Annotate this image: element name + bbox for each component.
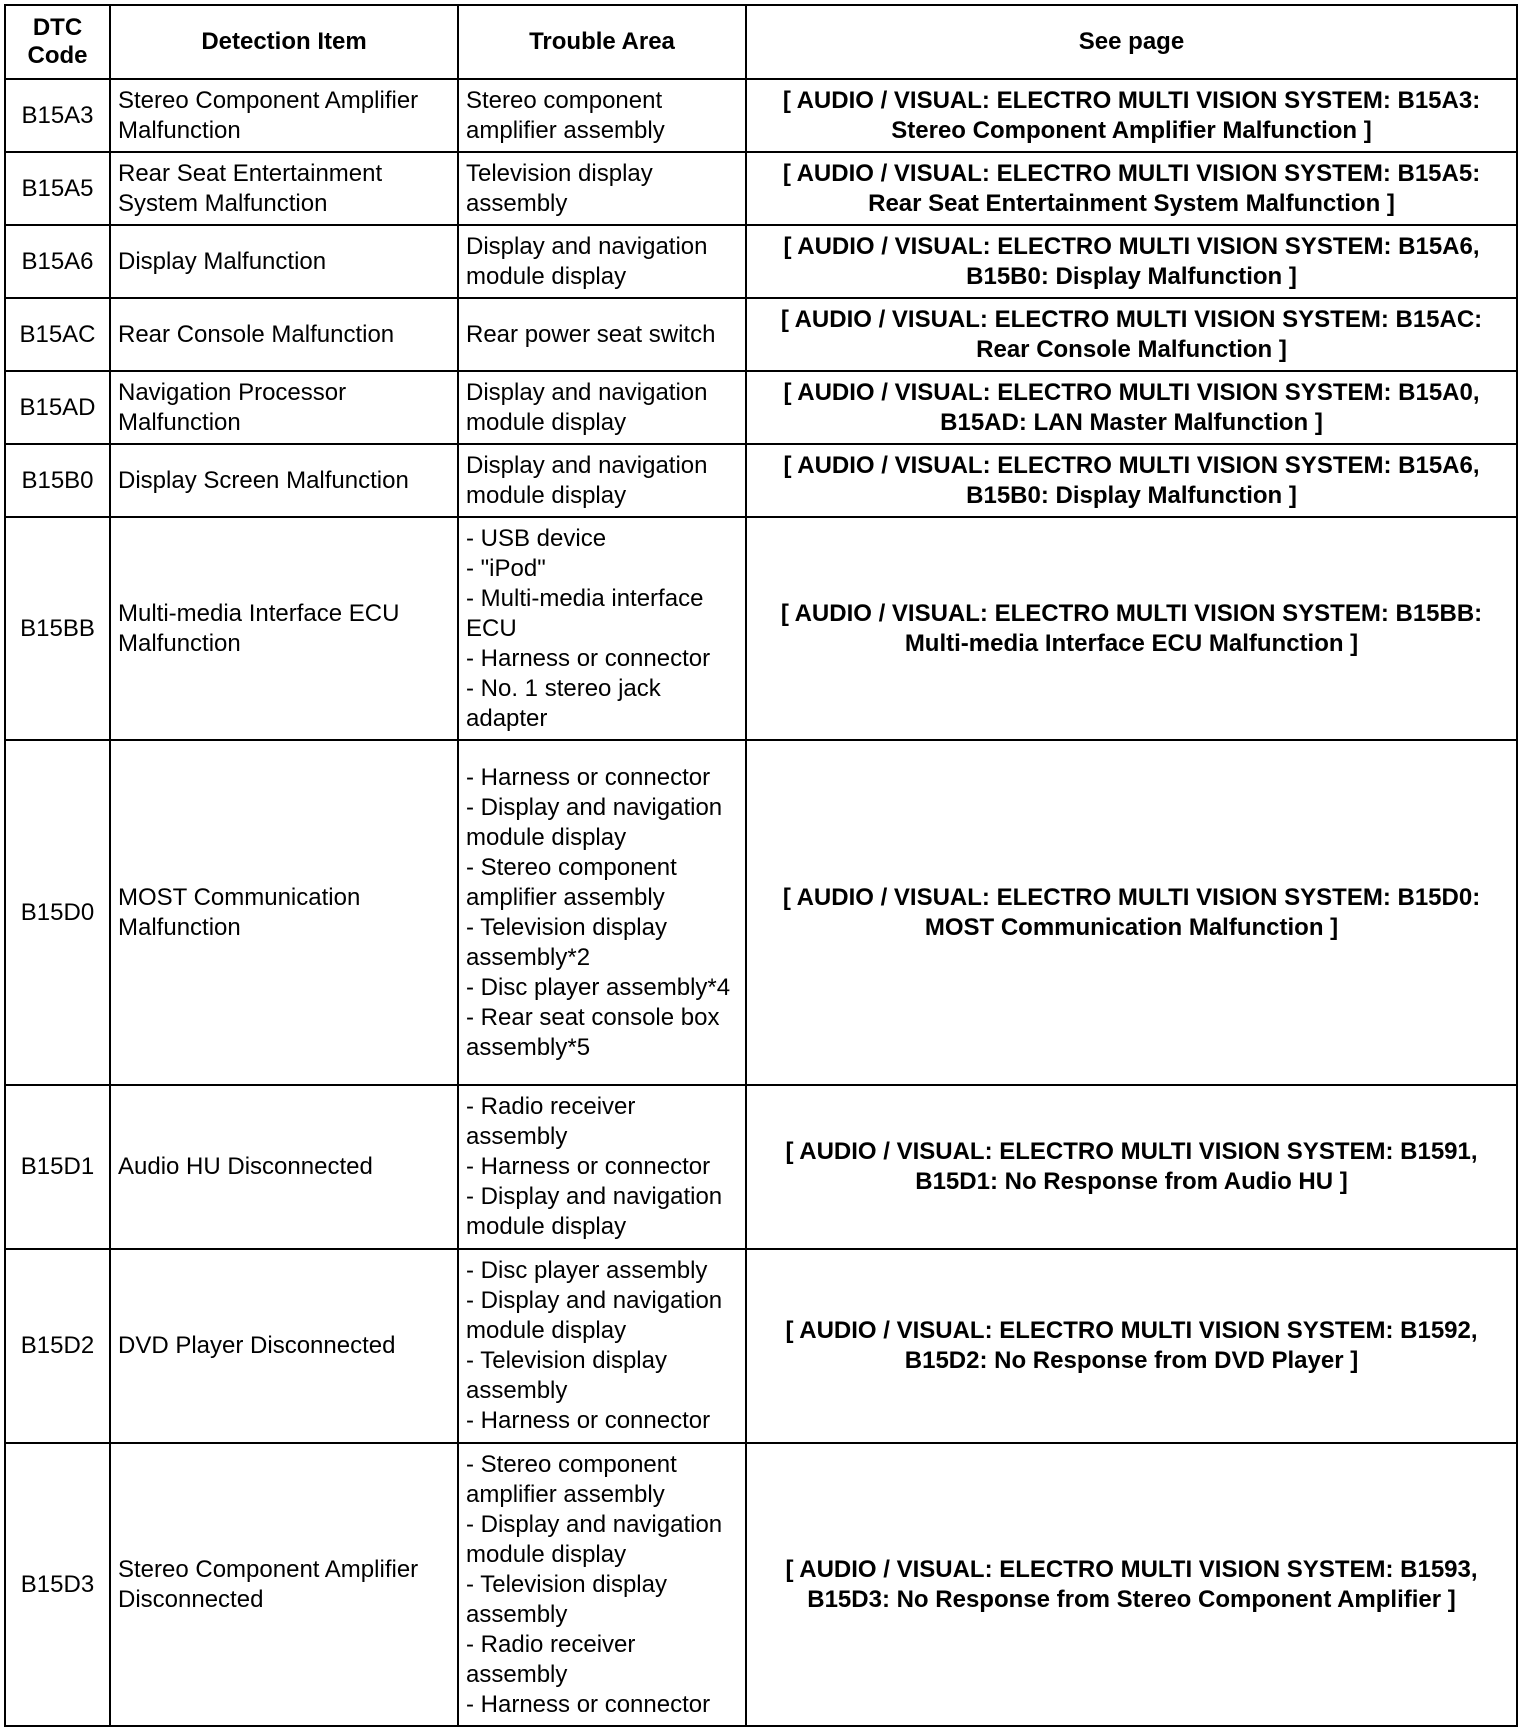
trouble-area-line: - Harness or connector: [466, 1690, 711, 1718]
dtc-code-cell: B15B0: [5, 444, 110, 517]
trouble-area-cell: [458, 152, 746, 225]
trouble-area-cell: [458, 444, 746, 517]
trouble-area-line: - Disc player assembly: [466, 1257, 708, 1284]
trouble-area-line: - USB device: [466, 524, 607, 552]
see-page-link[interactable]: [ AUDIO / VISUAL: ELECTRO MULTI VISION SYSTEM: B15A3: Stereo Component Amplifier Malfunction ]: [746, 79, 1517, 152]
trouble-area-line: Stereo component amplifier assembly: [466, 86, 665, 144]
dtc-code-cell: B15AC: [5, 298, 110, 371]
table-row: [5, 225, 1517, 298]
table-row: [5, 152, 1517, 225]
trouble-area-line: - Radio receiver assembly: [466, 1093, 636, 1150]
trouble-area-cell: [458, 1085, 746, 1249]
detection-item-cell: DVD Player Disconnected: [110, 1249, 458, 1443]
detection-item-cell: Rear Console Malfunction: [110, 298, 458, 371]
dtc-table: [4, 4, 1518, 1727]
see-page-link[interactable]: [ AUDIO / VISUAL: ELECTRO MULTI VISION SYSTEM: B1592, B15D2: No Response from DVD Player ]: [746, 1249, 1517, 1443]
trouble-area-line: - Multi-media interface ECU: [466, 584, 704, 642]
detection-item-cell: Multi-media Interface ECU Malfunction: [110, 517, 458, 740]
trouble-area-line: - Stereo component amplifier assembly: [466, 1450, 677, 1508]
detection-item-cell: Navigation Processor Malfunction: [110, 371, 458, 444]
table-row: [5, 1249, 1517, 1443]
trouble-area-cell: [458, 225, 746, 298]
detection-item-cell: Stereo Component Amplifier Malfunction: [110, 79, 458, 152]
trouble-area-line: Display and navigation module display: [466, 451, 708, 509]
detection-item-cell: Audio HU Disconnected: [110, 1085, 458, 1249]
see-page-link[interactable]: [ AUDIO / VISUAL: ELECTRO MULTI VISION SYSTEM: B15A0, B15AD: LAN Master Malfunction ]: [746, 371, 1517, 444]
trouble-area-line: - Display and navigation module display: [466, 1510, 723, 1568]
detection-item-cell: Display Screen Malfunction: [110, 444, 458, 517]
table-row: [5, 740, 1517, 1085]
header-trouble-area: Trouble Area: [458, 5, 746, 79]
detection-item-cell: MOST Communication Malfunction: [110, 740, 458, 1085]
dtc-code-cell: B15D3: [5, 1443, 110, 1726]
see-page-link[interactable]: [ AUDIO / VISUAL: ELECTRO MULTI VISION SYSTEM: B1593, B15D3: No Response from Stereo Component Amplifier ]: [746, 1443, 1517, 1726]
header-row: [5, 5, 1517, 79]
see-page-link[interactable]: [ AUDIO / VISUAL: ELECTRO MULTI VISION SYSTEM: B15A6, B15B0: Display Malfunction ]: [746, 225, 1517, 298]
trouble-area-line: Television display assembly: [466, 159, 653, 217]
see-page-link[interactable]: [ AUDIO / VISUAL: ELECTRO MULTI VISION SYSTEM: B1591, B15D1: No Response from Audio HU ]: [746, 1085, 1517, 1249]
header-dtc-code: DTC Code: [5, 5, 110, 79]
detection-item-cell: Display Malfunction: [110, 225, 458, 298]
trouble-area-line: - Harness or connector: [466, 1407, 711, 1434]
header-see-page: See page: [746, 5, 1517, 79]
dtc-code-cell: B15AD: [5, 371, 110, 444]
header-detection-item: Detection Item: [110, 5, 458, 79]
dtc-code-cell: B15D1: [5, 1085, 110, 1249]
table-row: [5, 517, 1517, 740]
see-page-link[interactable]: [ AUDIO / VISUAL: ELECTRO MULTI VISION SYSTEM: B15BB: Multi-media Interface ECU Malfunction ]: [746, 517, 1517, 740]
trouble-area-line: Display and navigation module display: [466, 232, 708, 290]
see-page-link[interactable]: [ AUDIO / VISUAL: ELECTRO MULTI VISION SYSTEM: B15A6, B15B0: Display Malfunction ]: [746, 444, 1517, 517]
detection-item-cell: Rear Seat Entertainment System Malfunction: [110, 152, 458, 225]
table-row: [5, 371, 1517, 444]
trouble-area-line: - Harness or connector: [466, 763, 711, 791]
dtc-code-cell: B15BB: [5, 517, 110, 740]
trouble-area-cell: [458, 1443, 746, 1726]
dtc-code-cell: B15D0: [5, 740, 110, 1085]
trouble-area-line: - Radio receiver assembly: [466, 1630, 636, 1688]
trouble-area-line: Rear power seat switch: [466, 320, 716, 348]
trouble-area-line: - Harness or connector: [466, 644, 711, 672]
dtc-code-cell: B15A6: [5, 225, 110, 298]
detection-item-cell: Stereo Component Amplifier Disconnected: [110, 1443, 458, 1726]
trouble-area-line: - Disc player assembly*4: [466, 973, 731, 1001]
table-row: [5, 444, 1517, 517]
dtc-code-cell: B15D2: [5, 1249, 110, 1443]
trouble-area-line: - "iPod": [466, 554, 546, 582]
trouble-area-line: - Display and navigation module display: [466, 1287, 723, 1344]
trouble-area-cell: [458, 1249, 746, 1443]
trouble-area-cell: [458, 740, 746, 1085]
trouble-area-cell: [458, 298, 746, 371]
table-row: [5, 1085, 1517, 1249]
trouble-area-line: - Harness or connector: [466, 1153, 711, 1180]
trouble-area-line: Display and navigation module display: [466, 378, 708, 436]
see-page-link[interactable]: [ AUDIO / VISUAL: ELECTRO MULTI VISION SYSTEM: B15A5: Rear Seat Entertainment System Malfunction ]: [746, 152, 1517, 225]
trouble-area-line: - Display and navigation module display: [466, 1183, 723, 1240]
trouble-area-line: - Stereo component amplifier assembly: [466, 853, 677, 911]
table-body: [5, 79, 1517, 1726]
trouble-area-line: - Display and navigation module display: [466, 793, 723, 851]
dtc-code-cell: B15A5: [5, 152, 110, 225]
trouble-area-cell: [458, 79, 746, 152]
dtc-code-cell: B15A3: [5, 79, 110, 152]
trouble-area-line: - Rear seat console box assembly*5: [466, 1003, 720, 1061]
trouble-area-line: - No. 1 stereo jack adapter: [466, 674, 661, 732]
table-row: [5, 79, 1517, 152]
see-page-link[interactable]: [ AUDIO / VISUAL: ELECTRO MULTI VISION SYSTEM: B15D0: MOST Communication Malfunction ]: [746, 740, 1517, 1085]
trouble-area-line: - Television display assembly: [466, 1347, 667, 1404]
table-row: [5, 1443, 1517, 1726]
table-row: [5, 298, 1517, 371]
trouble-area-line: - Television display assembly*2: [466, 913, 667, 971]
trouble-area-cell: [458, 517, 746, 740]
see-page-link[interactable]: [ AUDIO / VISUAL: ELECTRO MULTI VISION SYSTEM: B15AC: Rear Console Malfunction ]: [746, 298, 1517, 371]
trouble-area-line: - Television display assembly: [466, 1570, 667, 1628]
trouble-area-cell: [458, 371, 746, 444]
